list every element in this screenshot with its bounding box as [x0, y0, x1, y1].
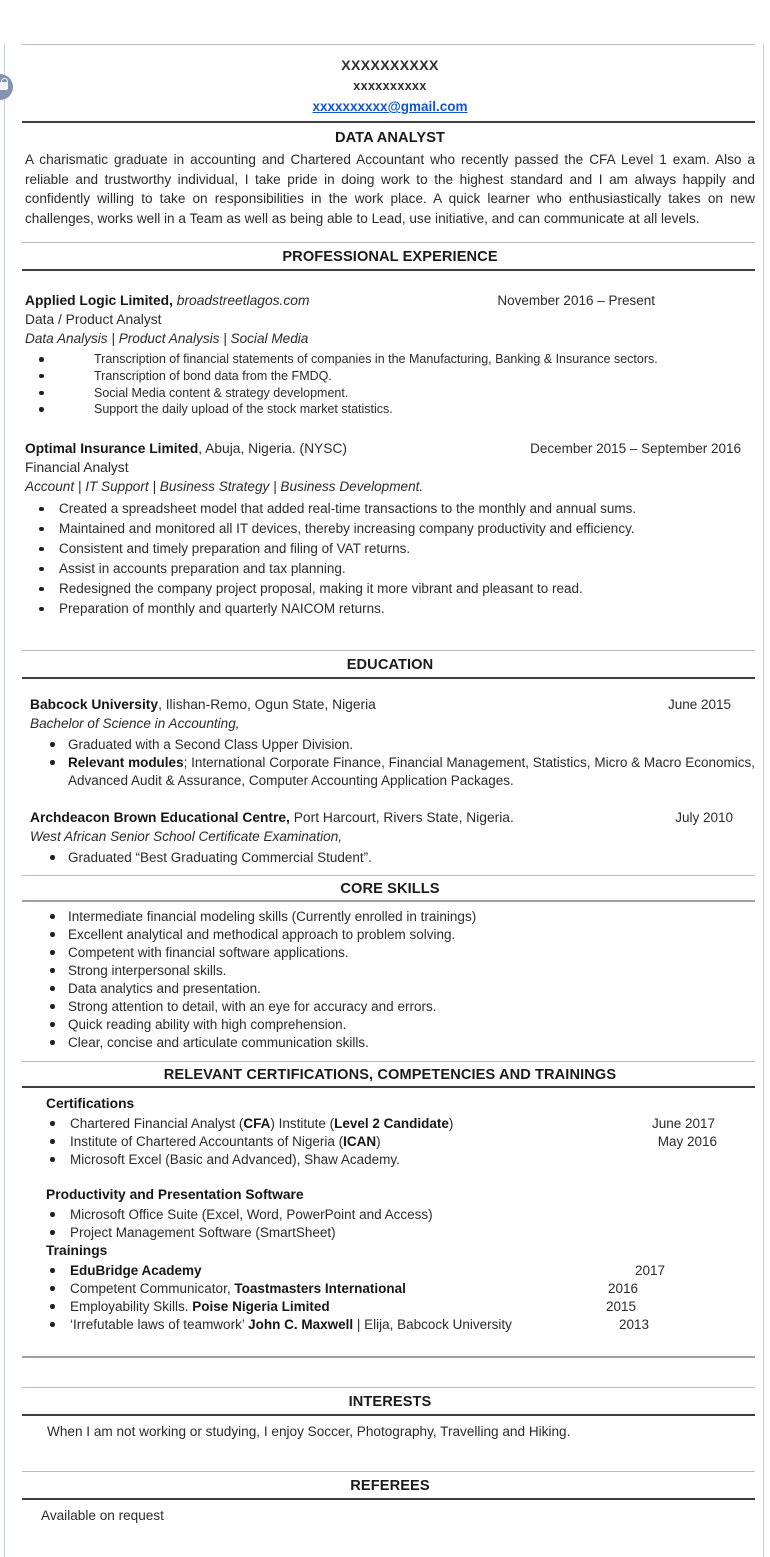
job-tags: Account | IT Support | Business Strategy | Business Development. [25, 478, 424, 494]
interests-text: When I am not working or studying, I enjoy Soccer, Photography, Travelling and Hiking. [47, 1423, 571, 1439]
certification-item [25, 1133, 755, 1151]
page-left-border [4, 44, 5, 1557]
school-location: Port Harcourt, Rivers State, Nigeria. [289, 809, 514, 825]
job-header-row [25, 439, 755, 458]
contact-block [25, 45, 755, 121]
education-bullets [25, 846, 755, 867]
training-bold: Poise Nigeria Limited [192, 1298, 330, 1314]
cert-text: Institute of Chartered Accountants of Nigeria ( [70, 1133, 344, 1149]
page-right-border [763, 44, 764, 1557]
training-bold: Toastmasters International [234, 1280, 406, 1296]
training-text: ‘Irrefutable laws of teamwork’ [70, 1316, 249, 1332]
cert-text: ) [448, 1115, 454, 1131]
training-item [25, 1298, 755, 1316]
education-entry [25, 808, 755, 867]
job-bullet: Maintained and monitored all IT devices, thereby increasing company productivity and efficiency. [25, 519, 755, 539]
education-entry [25, 695, 755, 790]
certification-list [25, 1113, 755, 1169]
resume-document [25, 44, 755, 1525]
school-header-row [30, 808, 755, 827]
certification-item: Microsoft Excel (Basic and Advanced), Shaw Academy. [25, 1151, 755, 1169]
training-year: 2016 [607, 1280, 638, 1296]
education-bullet [25, 754, 755, 790]
job-bullet: Assist in accounts preparation and tax planning. [25, 559, 755, 579]
cert-text: Chartered Financial Analyst ( [70, 1115, 244, 1131]
training-item [25, 1280, 755, 1298]
training-item [25, 1316, 755, 1334]
training-text: Employability Skills. [70, 1298, 193, 1314]
trainings-label: Trainings [46, 1242, 108, 1258]
cert-date: May 2016 [657, 1133, 717, 1149]
email-line [25, 96, 755, 121]
lock-badge-icon[interactable] [0, 74, 13, 100]
school-date: June 2015 [667, 696, 731, 712]
interests-heading: INTERESTS [348, 1393, 432, 1410]
job-dates: November 2016 – Present [497, 293, 655, 309]
training-text: | Elija, Babcock University [353, 1316, 512, 1332]
school-location: , Ilishan-Remo, Ogun State, Nigeria [158, 696, 376, 712]
job-dates: December 2015 – September 2016 [530, 440, 741, 456]
degree-line: West African Senior School Certificate Examination, [30, 828, 343, 844]
cert-text: ) [376, 1133, 381, 1149]
software-list [25, 1204, 755, 1242]
section-divider [22, 269, 755, 271]
skill-item: Strong interpersonal skills. [25, 962, 755, 980]
school-header-row [30, 695, 755, 714]
cert-date: June 2017 [651, 1115, 715, 1131]
section-divider [22, 1086, 755, 1088]
job-header-row [25, 291, 755, 310]
lock-icon [0, 82, 8, 90]
experience-heading: PROFESSIONAL EXPERIENCE [282, 249, 498, 266]
software-label: Productivity and Presentation Software [46, 1186, 304, 1202]
job-bullet: Transcription of financial statements of companies in the Manufacturing, Banking & Insurance sectors. [25, 351, 755, 368]
school-date: July 2010 [675, 809, 733, 825]
cert-text: ) Institute ( [270, 1115, 335, 1131]
skill-item: Competent with financial software applications. [25, 944, 755, 962]
cert-bold: CFA [243, 1115, 271, 1131]
job-bullet: Redesigned the company project proposal, making it more vibrant and pleasant to read. [25, 579, 755, 599]
job-bullets [25, 496, 755, 619]
certifications-heading: RELEVANT CERTIFICATIONS, COMPETENCIES AND TRAININGS [163, 1066, 617, 1083]
skill-item: Strong attention to detail, with an eye for accuracy and errors. [25, 998, 755, 1016]
job-role: Data / Product Analyst [25, 312, 162, 328]
referees-heading: REFEREES [350, 1477, 430, 1494]
company-website: broadstreetlagos.com [172, 293, 310, 309]
company-name: Applied Logic Limited, [25, 293, 173, 309]
certification-item [25, 1115, 755, 1133]
job-bullet: Support the daily upload of the stock market statistics. [25, 401, 755, 418]
software-item: Microsoft Office Suite (Excel, Word, PowerPoint and Access) [25, 1206, 755, 1224]
training-bold: John C. Maxwell [248, 1316, 354, 1332]
job-bullet: Transcription of bond data from the FMDQ. [25, 368, 755, 385]
skill-item: Data analytics and presentation. [25, 980, 755, 998]
training-bold: EduBridge Academy [70, 1262, 202, 1278]
headline-title: DATA ANALYST [334, 130, 446, 146]
summary-paragraph: A charismatic graduate in accounting and Chartered Accountant who recently passed the CFA Level 1 exam. Also a reliable and trustworthy individual, I take pride in doing work to the highest standard and I am always happily and confidently willing to take on responsibilities in the work place. A quick learner who enthusiastically takes on new challenges, works well in a Team as well as being able to Lead, use initiative, and can communicate at all levels. [25, 152, 755, 226]
degree-line: Bachelor of Science in Accounting, [30, 715, 240, 731]
training-year: 2015 [605, 1298, 636, 1314]
training-item [25, 1262, 755, 1280]
job-entry [25, 291, 755, 417]
section-divider [22, 677, 755, 679]
core-skills-heading: CORE SKILLS [340, 880, 440, 897]
cert-bold: Level 2 Candidate [334, 1115, 449, 1131]
job-entry [25, 439, 755, 619]
training-year: 2013 [618, 1316, 649, 1332]
skill-item: Excellent analytical and methodical approach to problem solving. [25, 926, 755, 944]
job-bullet: Social Media content & strategy development. [25, 385, 755, 402]
core-skills-list [25, 902, 755, 1052]
certifications-label: Certifications [46, 1095, 135, 1111]
job-bullet: Preparation of monthly and quarterly NAICOM returns. [25, 599, 755, 619]
candidate-name: XXXXXXXXXX [341, 57, 439, 73]
job-bullet: Consistent and timely preparation and filing of VAT returns. [25, 539, 755, 559]
job-role: Financial Analyst [25, 459, 129, 475]
company-location: , Abuja, Nigeria. (NYSC) [198, 440, 348, 456]
school-name: Archdeacon Brown Educational Centre, [30, 809, 290, 825]
education-bullet: Graduated with a Second Class Upper Division. [25, 736, 755, 754]
skill-item: Intermediate financial modeling skills (Currently enrolled in trainings) [25, 908, 755, 926]
job-tags: Data Analysis | Product Analysis | Social Media [25, 331, 309, 347]
software-item: Project Management Software (SmartSheet) [25, 1224, 755, 1242]
cert-bold: ICAN [343, 1133, 377, 1149]
skill-item: Quick reading ability with high comprehension. [25, 1016, 755, 1034]
education-bullet: Graduated “Best Graduating Commercial Student”. [25, 849, 755, 867]
training-list [25, 1260, 755, 1334]
school-name: Babcock University [30, 696, 159, 712]
section-divider [22, 1356, 755, 1358]
job-bullet: Created a spreadsheet model that added real-time transactions to the monthly and annual sums. [25, 499, 755, 519]
education-bullets [25, 733, 755, 790]
training-year: 2017 [634, 1262, 665, 1278]
email-link[interactable]: xxxxxxxxxx@gmail.com [312, 99, 468, 114]
candidate-phone: xxxxxxxxxx [353, 79, 427, 93]
company-name: Optimal Insurance Limited [25, 440, 199, 456]
referees-text: Available on request [41, 1507, 164, 1523]
job-bullets [25, 348, 755, 417]
education-heading: EDUCATION [346, 656, 434, 673]
training-text: Competent Communicator, [70, 1280, 235, 1296]
bullet-rest: ; International Corporate Finance, Financial Management, Statistics, Micro & Macro Economics, Advanced Audit & Assurance, Computer Accounting Application Packages. [68, 754, 755, 788]
skill-item: Clear, concise and articulate communication skills. [25, 1034, 755, 1052]
bullet-bold-lead: Relevant modules [68, 754, 184, 770]
